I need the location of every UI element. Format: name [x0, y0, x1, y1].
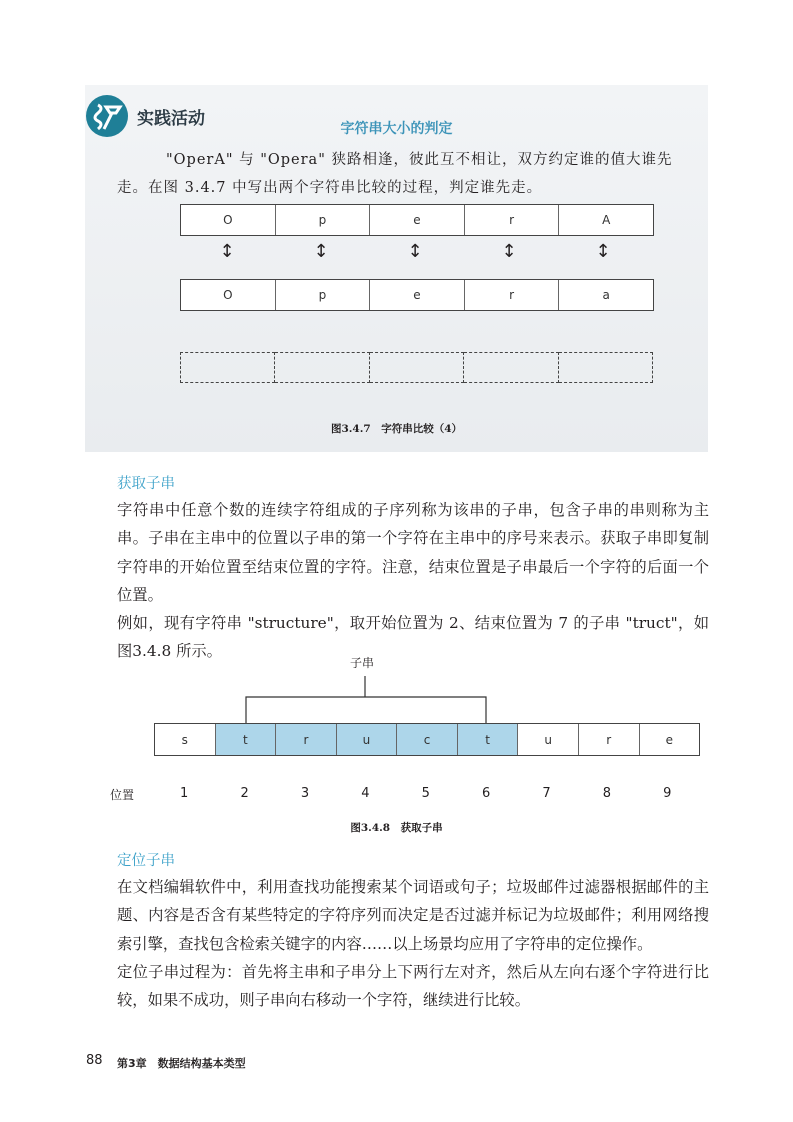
char-cell: O — [181, 280, 276, 310]
char-cell-highlighted: c — [397, 724, 458, 755]
char-cell: r — [579, 724, 640, 755]
section-body — [117, 873, 709, 1014]
char-cell: a — [559, 280, 653, 310]
paragraph: 在文档编辑软件中，利用查找功能搜索某个词语或句子；垃圾邮件过滤器根据邮件的主题、内容是否含有某些特定的字符序列而决定是否过滤并标记为垃圾邮件；利用网络搜索引擎，查找包含检索关键字的内容……以上场景均应用了字符串的定位操作。 — [117, 878, 709, 953]
position-number: 5 — [421, 786, 430, 801]
position-number: 1 — [180, 786, 189, 801]
updown-arrow-icon: ↕ — [595, 241, 611, 262]
updown-arrow-icon: ↕ — [501, 241, 517, 262]
position-label: 位置 — [110, 788, 135, 802]
paragraph: 字符串中任意个数的连续字符组成的子序列称为该串的子串，包含子串的串则称为主串。子串在主串中的位置以子串的第一个字符在主串中的序号来表示。获取子串即复制字符串的开始位置至结束位置的字符。注意，结束位置是子串最后一个字符的后面一个位置。 — [117, 501, 709, 604]
char-cell: s — [155, 724, 216, 755]
position-number: 7 — [542, 786, 551, 801]
char-cell: u — [518, 724, 579, 755]
substring-label: 子串 — [350, 656, 375, 670]
updown-arrow-icon: ↕ — [219, 241, 235, 262]
updown-arrow-icon: ↕ — [313, 241, 329, 262]
char-cell: r — [465, 205, 560, 235]
position-number: 6 — [482, 786, 491, 801]
section-heading: 获取子串 — [117, 476, 175, 492]
char-cell-highlighted: t — [216, 724, 277, 755]
activity-text-1: "OperA" 与 "Opera" 狭路相逢，彼此互不相让，双方约定谁的值大谁先 — [166, 152, 673, 168]
section-heading: 定位子串 — [117, 853, 175, 869]
char-cell: e — [370, 205, 465, 235]
char-cell: A — [559, 205, 653, 235]
chapter-title: 第3章 数据结构基本类型 — [117, 1057, 246, 1070]
activity-text-2: 走。在图 3.4.7 中写出两个字符串比较的过程，判定谁先走。 — [117, 180, 543, 196]
char-cell: e — [640, 724, 700, 755]
char-cell: O — [181, 205, 276, 235]
page-number: 88 — [86, 1053, 103, 1068]
char-cell: e — [370, 280, 465, 310]
activity-subtitle: 字符串大小的判定 — [340, 121, 453, 137]
position-number: 8 — [602, 786, 612, 801]
char-cell: p — [276, 205, 371, 235]
char-cell: r — [465, 280, 560, 310]
position-numbers — [154, 786, 698, 801]
position-number: 9 — [663, 786, 672, 801]
position-number: 4 — [361, 786, 370, 801]
figure-caption: 图3.4.7 字符串比较（4） — [330, 423, 463, 435]
figure-caption: 图3.4.8 获取子串 — [350, 822, 443, 834]
position-number: 3 — [300, 786, 310, 801]
paragraph: 定位子串过程为：首先将主串和子串分上下两行左对齐，然后从左向右逐个字符进行比较，如果不成功，则子串向右移动一个字符，继续进行比较。 — [117, 962, 709, 1010]
char-cell-highlighted: r — [276, 724, 337, 755]
string-row-structure — [154, 723, 700, 756]
char-cell-highlighted: u — [337, 724, 398, 755]
activity-title: 实践活动 — [137, 109, 205, 129]
char-cell: p — [276, 280, 371, 310]
position-number: 2 — [240, 786, 249, 801]
char-cell-highlighted: t — [458, 724, 519, 755]
updown-arrow-icon: ↕ — [407, 241, 423, 262]
paragraph: 例如，现有字符串 "structure"，取开始位置为 2、结束位置为 7 的子串 "truct"，如图3.4.8 所示。 — [117, 614, 709, 661]
